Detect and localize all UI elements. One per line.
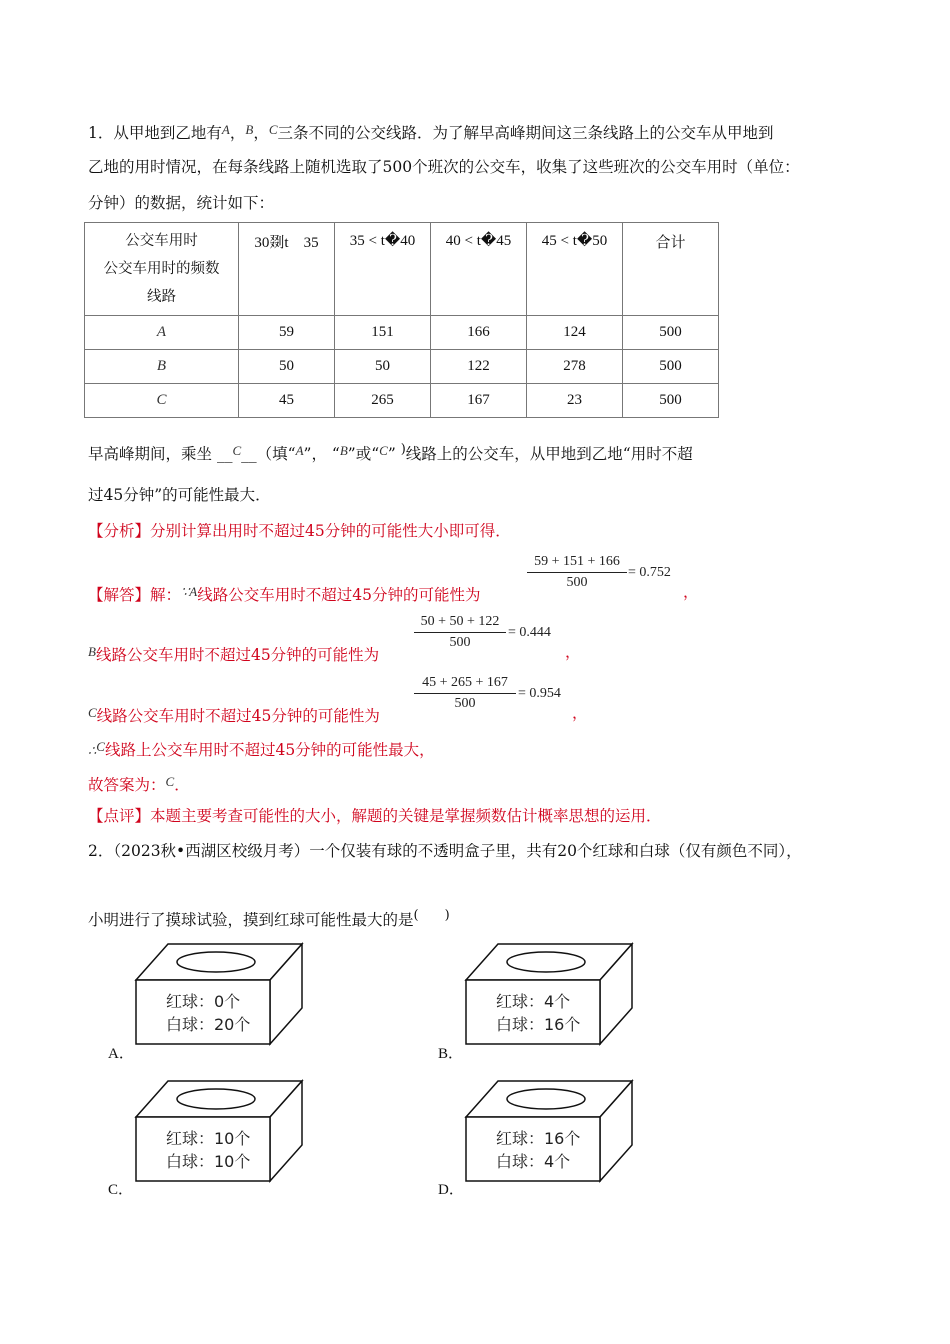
option-label[interactable]: C． <box>108 1182 134 1198</box>
var-c: C <box>268 122 278 137</box>
fill-text: 早高峰期间，乘坐 <box>88 445 213 463</box>
header-label: 线路 <box>147 289 176 305</box>
solution-line-2 <box>88 642 379 665</box>
table-row <box>85 350 719 384</box>
solution-line-1 <box>88 582 480 605</box>
q1-text: 从甲地到乙地有 <box>113 124 222 142</box>
analysis: 【分析】分别计算出用时不超过45分钟的可能性大小即可得． <box>88 522 511 540</box>
table-cell: 500 <box>623 350 719 384</box>
box-white-count: 白球：20个 <box>166 1015 251 1034</box>
fill-text: “ <box>331 445 340 463</box>
denominator: 500 <box>454 696 476 711</box>
option-label[interactable]: A． <box>108 1046 134 1062</box>
table-cell: 500 <box>623 316 719 350</box>
answer-label: 故答案为： <box>88 776 166 794</box>
option-label[interactable]: D． <box>438 1182 464 1198</box>
box-option-c <box>132 1077 307 1197</box>
q1-fill-line <box>88 440 693 464</box>
table-cell: 265 <box>335 384 431 418</box>
table-cell: 500 <box>623 384 719 418</box>
fraction-2 <box>414 614 506 651</box>
fill-text: ”， <box>303 445 327 463</box>
header-label: 公交车用时 <box>125 233 198 249</box>
separator: ， <box>253 124 269 142</box>
row-label: C <box>85 384 239 418</box>
fill-text: （填“ <box>256 445 296 463</box>
fraction-bar <box>414 632 506 633</box>
table-row <box>85 316 719 350</box>
solution-label: 【解答】解： <box>88 586 182 604</box>
fraction-3 <box>414 675 516 712</box>
var-a: A <box>221 122 230 137</box>
therefore-symbol: ∴ <box>88 743 97 758</box>
table-cell: 23 <box>527 384 623 418</box>
numerator: 50 + 50 + 122 <box>420 614 500 629</box>
q2-text: 小明进行了摸球试验，摸到红球可能性最大的是 <box>88 911 414 929</box>
table-cell: 278 <box>527 350 623 384</box>
fill-text: ”或“ <box>347 445 380 463</box>
box-drawing <box>462 940 637 1060</box>
q1-line-1 <box>88 120 774 143</box>
box-drawing <box>132 940 307 1060</box>
numerator: 59 + 151 + 166 <box>534 554 620 569</box>
table-cell: 50 <box>335 350 431 384</box>
paren: ) <box>400 442 406 457</box>
box-drawing <box>132 1077 307 1197</box>
var-c: C <box>88 705 97 720</box>
table-cell: 122 <box>431 350 527 384</box>
solution-text: 线路上公交车用时不超过45分钟的可能性最大， <box>104 741 435 759</box>
solution-text: 线路公交车用时不超过45分钟的可能性为 <box>95 646 380 664</box>
fraction-value: = 0.954 <box>518 686 561 701</box>
q1-fill-line-2: 过45分钟”的可能性最大． <box>88 486 271 504</box>
solution-line-4 <box>88 737 435 761</box>
table-cell: 167 <box>431 384 527 418</box>
fraction-bar <box>527 572 627 573</box>
row-label: A <box>85 316 239 350</box>
table-row <box>85 384 719 418</box>
answer-paren: ( ) <box>413 908 450 923</box>
box-red-count: 红球：0个 <box>166 992 241 1011</box>
box-red-count: 红球：10个 <box>166 1129 251 1148</box>
denominator: 500 <box>566 575 588 590</box>
comment: 【点评】本题主要考查可能性的大小，解题的关键是掌握频数估计概率思想的运用． <box>88 807 662 825</box>
q1-text: 三条不同的公交线路．为了解早高峰期间这三条线路上的公交车从甲地到 <box>277 124 774 142</box>
table-cell: 166 <box>431 316 527 350</box>
option-c: C <box>379 443 388 458</box>
blank-underline: __ <box>241 445 257 463</box>
table-header-corner <box>85 223 239 316</box>
solution-text: 线路公交车用时不超过45分钟的可能性为 <box>96 707 380 725</box>
table-cell: 124 <box>527 316 623 350</box>
box-white-count: 白球：4个 <box>496 1152 571 1171</box>
fraction-value: = 0.752 <box>628 565 671 580</box>
fill-text: ” <box>387 445 396 463</box>
fraction-1 <box>527 554 627 591</box>
box-red-count: 红球：4个 <box>496 992 571 1011</box>
table-cell: 50 <box>239 350 335 384</box>
q2-line-1: 2．（2023秋•西湖区校级月考）一个仅装有球的不透明盒子里，共有20个红球和白球（仅有颜色不同）， <box>88 842 802 860</box>
frequency-table <box>84 222 719 418</box>
fraction-bar <box>414 693 516 694</box>
box-option-b <box>462 940 637 1060</box>
q1-line-2: 乙地的用时情况，在每条线路上随机选取了500个班次的公交车，收集了这些班次的公交车用时（单位： <box>88 158 800 176</box>
blank-underline: __ <box>216 445 233 463</box>
var-b: B <box>88 644 96 659</box>
option-label[interactable]: B． <box>438 1046 464 1062</box>
box-option-d <box>462 1077 637 1197</box>
row-label: B <box>85 350 239 384</box>
fill-text: 线路上的公交车，从甲地到乙地“用时不超 <box>405 445 693 463</box>
table-header-cell: 30剟t 35 <box>239 223 335 316</box>
var-b: B <box>245 122 254 137</box>
comma: ， <box>683 583 699 601</box>
comma: ， <box>572 704 588 722</box>
denominator: 500 <box>449 635 471 650</box>
table-cell: 59 <box>239 316 335 350</box>
q2-line-2 <box>88 906 450 930</box>
box-option-a <box>132 940 307 1060</box>
option-b: B <box>339 443 348 458</box>
table-cell: 45 <box>239 384 335 418</box>
solution-text: 线路公交车用时不超过45分钟的可能性为 <box>197 586 481 604</box>
because-symbol: ∵ <box>181 584 190 599</box>
q1-number: 1． <box>88 124 114 142</box>
answer-value: C <box>165 774 175 789</box>
separator: ， <box>229 124 246 142</box>
solution-line-3 <box>88 703 380 726</box>
var-a: A <box>189 584 198 599</box>
table-header-cell: 40 < t�45 <box>431 223 527 316</box>
table-header-cell: 35 < t�40 <box>335 223 431 316</box>
answer-period: ． <box>174 776 190 794</box>
fraction-value: = 0.444 <box>508 625 551 640</box>
box-white-count: 白球：10个 <box>166 1152 251 1171</box>
box-drawing <box>462 1077 637 1197</box>
box-red-count: 红球：16个 <box>496 1129 581 1148</box>
table-cell: 151 <box>335 316 431 350</box>
table-header-cell: 合计 <box>623 223 719 316</box>
comma: ， <box>565 643 581 661</box>
q1-line-3: 分钟）的数据，统计如下： <box>88 194 275 212</box>
header-label: 公交车用时的频数 <box>103 261 220 277</box>
table-header-cell: 45 < t�50 <box>527 223 623 316</box>
option-a: A <box>295 443 304 458</box>
box-white-count: 白球：16个 <box>496 1015 581 1034</box>
var-c: C <box>96 739 105 754</box>
answer-line <box>88 772 190 795</box>
blank-answer: C <box>232 443 242 458</box>
numerator: 45 + 265 + 167 <box>422 675 508 690</box>
